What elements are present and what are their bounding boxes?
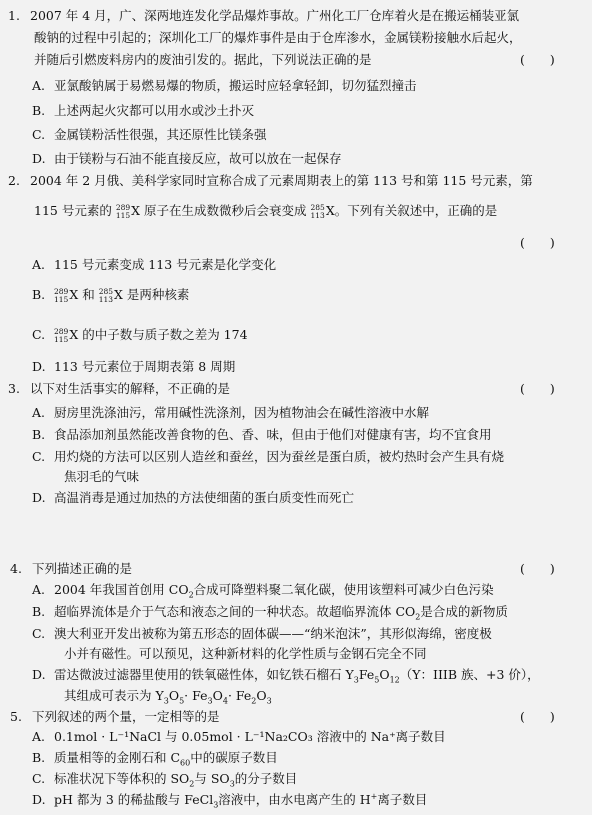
q4-stem: 4. 下列描述正确的是 <box>10 561 133 576</box>
q1-option-d: D. 由于镁粉与石油不能直接反应，故可以放在一起保存 <box>32 151 342 166</box>
q5-stem: 5. 下列叙述的两个量，一定相等的是 <box>10 709 220 724</box>
q2-option-d: D. 113 号元素位于周期表第 8 周期 <box>32 359 236 374</box>
q1-option-b: B. 上述两起火灾都可以用水或沙土扑灭 <box>32 103 255 118</box>
q2-option-b: B. 289 115 X 和 285 113 X 是两种核素 <box>32 286 190 304</box>
q3-option-c-cont: 焦羽毛的气味 <box>64 469 140 484</box>
q4-option-d-cont: 其组成可表示为 $Y_3O_5\cdot Fe_3O_4\cdot Fe_2O_3$ <box>64 688 272 706</box>
isotope-285-113: 285 113 <box>310 202 325 220</box>
q1-answer-paren: ( ) <box>520 52 555 67</box>
q5-option-b: B. 质量相等的金刚石和 $C_{60}$中的碳原子数目 <box>32 750 278 768</box>
q1-option-a: A. 亚氯酸钠属于易燃易爆的物质，搬运时应轻拿轻卸，切勿猛烈撞击 <box>32 78 417 93</box>
q5-option-c: C. 标准状况下等体积的 $SO_2$与 $SO_3$的分子数目 <box>32 771 298 789</box>
q5-answer-paren: ( ) <box>520 709 555 724</box>
q3-option-d: D. 高温消毒是通过加热的方法使细菌的蛋白质变性而死亡 <box>32 490 355 505</box>
q3-option-b: B. 食品添加剂虽然能改善食物的色、香、味，但由于他们对健康有害，均不宜食用 <box>32 427 492 442</box>
q3-option-a: A. 厨房里洗涤油污，常用碱性洗涤剂，因为植物油会在碱性溶液中水解 <box>32 405 430 420</box>
q4-option-c-cont: 小并有磁性。可以预见，这种新材料的化学性质与金钢石完全不同 <box>64 646 427 661</box>
q2-option-c: C. 289 115 X 的中子数与质子数之差为 174 <box>32 326 248 344</box>
q5-option-d: D. pH 都为 3 的稀盐酸与 FeCl$_3$溶液中，由水电离产生的 H+离子数目 <box>32 792 428 810</box>
q2-answer-paren: ( ) <box>520 235 555 250</box>
q1-line-3: 并随后引燃废料房内的废油引发的。据此，下列说法正确的是 <box>34 52 372 67</box>
q2-line-1: 2. 2004 年 2 月俄、美科学家同时宣称合成了元素周期表上的第 113 号和第 115 号元素，第 <box>8 173 533 188</box>
q1-option-c: C. 金属镁粉活性很强，其还原性比镁条强 <box>32 127 267 142</box>
q5-option-a: A. 0.1mol · L⁻¹NaCl 与 0.05mol · L⁻¹Na₂CO₃ 溶液中的 Na⁺离子数目 <box>32 729 446 744</box>
q3-stem: 3. 以下对生活事实的解释，不正确的是 <box>8 381 231 396</box>
q2-option-a: A. 115 号元素变成 113 号元素是化学变化 <box>32 257 277 272</box>
q1-line-2: 酸钠的过程中引起的；深圳化工厂的爆炸事件是由于仓库渗水，金属镁粉接触水后起火， <box>34 30 522 45</box>
q4-option-b: B. 超临界流体是介于气态和液态之间的一种状态。故超临界流体 $CO_2$是合成的新物质 <box>32 604 508 622</box>
q3-option-c: C. 用灼烧的方法可以区别人造丝和蚕丝，因为蚕丝是蛋白质，被灼热时会产生具有烧 <box>32 449 505 464</box>
q4-answer-paren: ( ) <box>520 561 555 576</box>
q4-option-c: C. 澳大利亚开发出被称为第五形态的固体碳——“纳米泡沫”，其形似海绵，密度极 <box>32 626 492 641</box>
q3-answer-paren: ( ) <box>520 381 555 396</box>
q2-line-2: 115 号元素的 289 115 X 原子在生成数微秒后会衰变成 285 113 X。下列有关叙述中，正确的是 <box>34 202 498 220</box>
q1-line-1: 1. 2007 年 4 月，广、深两地连发化学品爆炸事故。广州化工厂仓库着火是在搬运桶装亚氯 <box>8 8 520 23</box>
q4-option-d: D. 雷达微波过滤器里使用的铁氧磁性体，如钇铁石榴石 $Y_3Fe_5O_{12}(Y$：IIIB 族、+3 价）， <box>32 667 540 685</box>
q4-option-a: A. 2004 年我国首创用 $CO_2$合成可降塑料聚二氧化碳，使用该塑料可减少白色污染 <box>32 582 494 600</box>
isotope-289-115: 289 115 <box>115 202 131 220</box>
